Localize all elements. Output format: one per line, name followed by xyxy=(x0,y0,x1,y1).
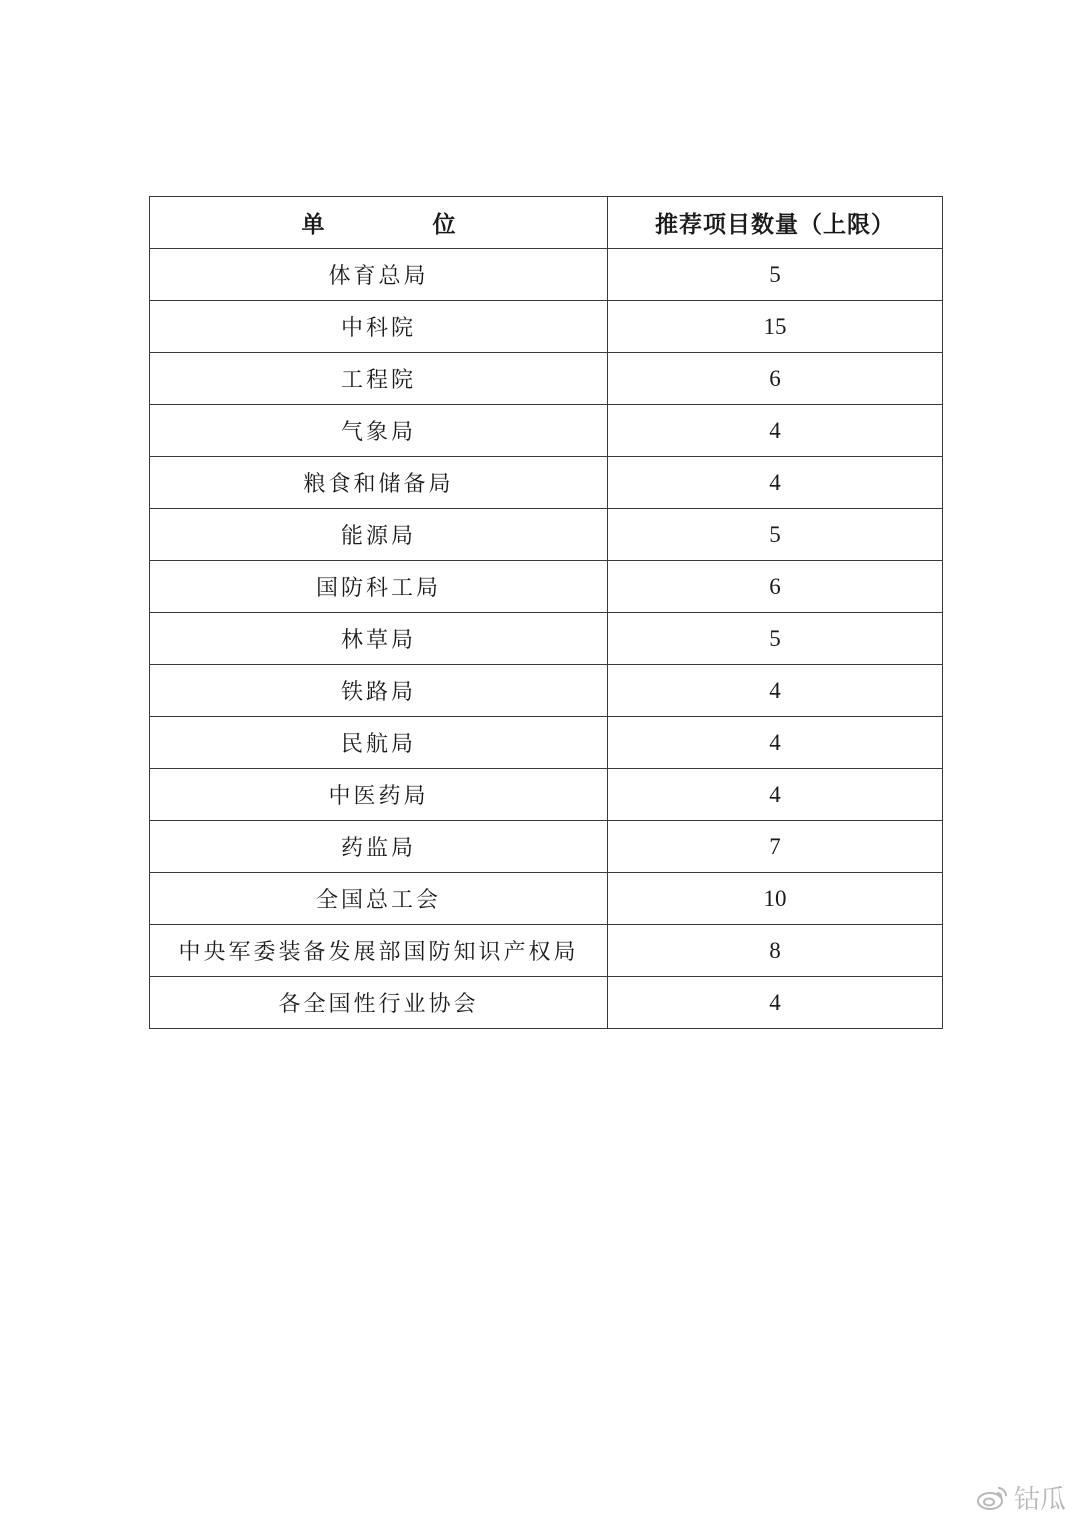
unit-cell: 粮食和储备局 xyxy=(150,457,608,509)
table-row xyxy=(150,301,943,353)
table-body xyxy=(150,249,943,1029)
quota-cell: 5 xyxy=(608,613,943,665)
table-row xyxy=(150,977,943,1029)
header-quota: 推荐项目数量（上限） xyxy=(608,197,943,249)
quota-cell: 4 xyxy=(608,717,943,769)
unit-cell: 能源局 xyxy=(150,509,608,561)
unit-cell: 气象局 xyxy=(150,405,608,457)
table-row xyxy=(150,613,943,665)
table-row xyxy=(150,821,943,873)
table-row xyxy=(150,457,943,509)
table-row xyxy=(150,509,943,561)
quota-cell: 4 xyxy=(608,457,943,509)
quota-cell: 8 xyxy=(608,925,943,977)
quota-cell: 15 xyxy=(608,301,943,353)
quota-cell: 7 xyxy=(608,821,943,873)
table-row xyxy=(150,561,943,613)
table-row xyxy=(150,353,943,405)
table-header-row xyxy=(150,197,943,249)
table-row xyxy=(150,665,943,717)
unit-cell: 林草局 xyxy=(150,613,608,665)
watermark-text: 钴瓜 xyxy=(1013,1485,1066,1515)
quota-cell: 6 xyxy=(608,353,943,405)
unit-cell: 全国总工会 xyxy=(150,873,608,925)
unit-cell: 工程院 xyxy=(150,353,608,405)
unit-cell: 中医药局 xyxy=(150,769,608,821)
unit-cell: 中央军委装备发展部国防知识产权局 xyxy=(150,925,608,977)
quota-cell: 4 xyxy=(608,769,943,821)
quota-cell: 5 xyxy=(608,249,943,301)
quota-cell: 5 xyxy=(608,509,943,561)
table-row xyxy=(150,925,943,977)
unit-cell: 国防科工局 xyxy=(150,561,608,613)
unit-cell: 中科院 xyxy=(150,301,608,353)
quota-cell: 10 xyxy=(608,873,943,925)
unit-cell: 铁路局 xyxy=(150,665,608,717)
table-row xyxy=(150,405,943,457)
table-row xyxy=(150,769,943,821)
weibo-icon xyxy=(976,1484,1010,1512)
table-row xyxy=(150,717,943,769)
unit-cell: 民航局 xyxy=(150,717,608,769)
table-row xyxy=(150,873,943,925)
recommendation-quota-table xyxy=(149,196,943,1029)
quota-cell: 4 xyxy=(608,665,943,717)
quota-cell: 6 xyxy=(608,561,943,613)
header-unit: 单 位 xyxy=(150,197,608,249)
table-row xyxy=(150,249,943,301)
unit-cell: 药监局 xyxy=(150,821,608,873)
unit-cell: 各全国性行业协会 xyxy=(150,977,608,1029)
watermark xyxy=(976,1479,1066,1516)
quota-cell: 4 xyxy=(608,405,943,457)
quota-cell: 4 xyxy=(608,977,943,1029)
unit-cell: 体育总局 xyxy=(150,249,608,301)
